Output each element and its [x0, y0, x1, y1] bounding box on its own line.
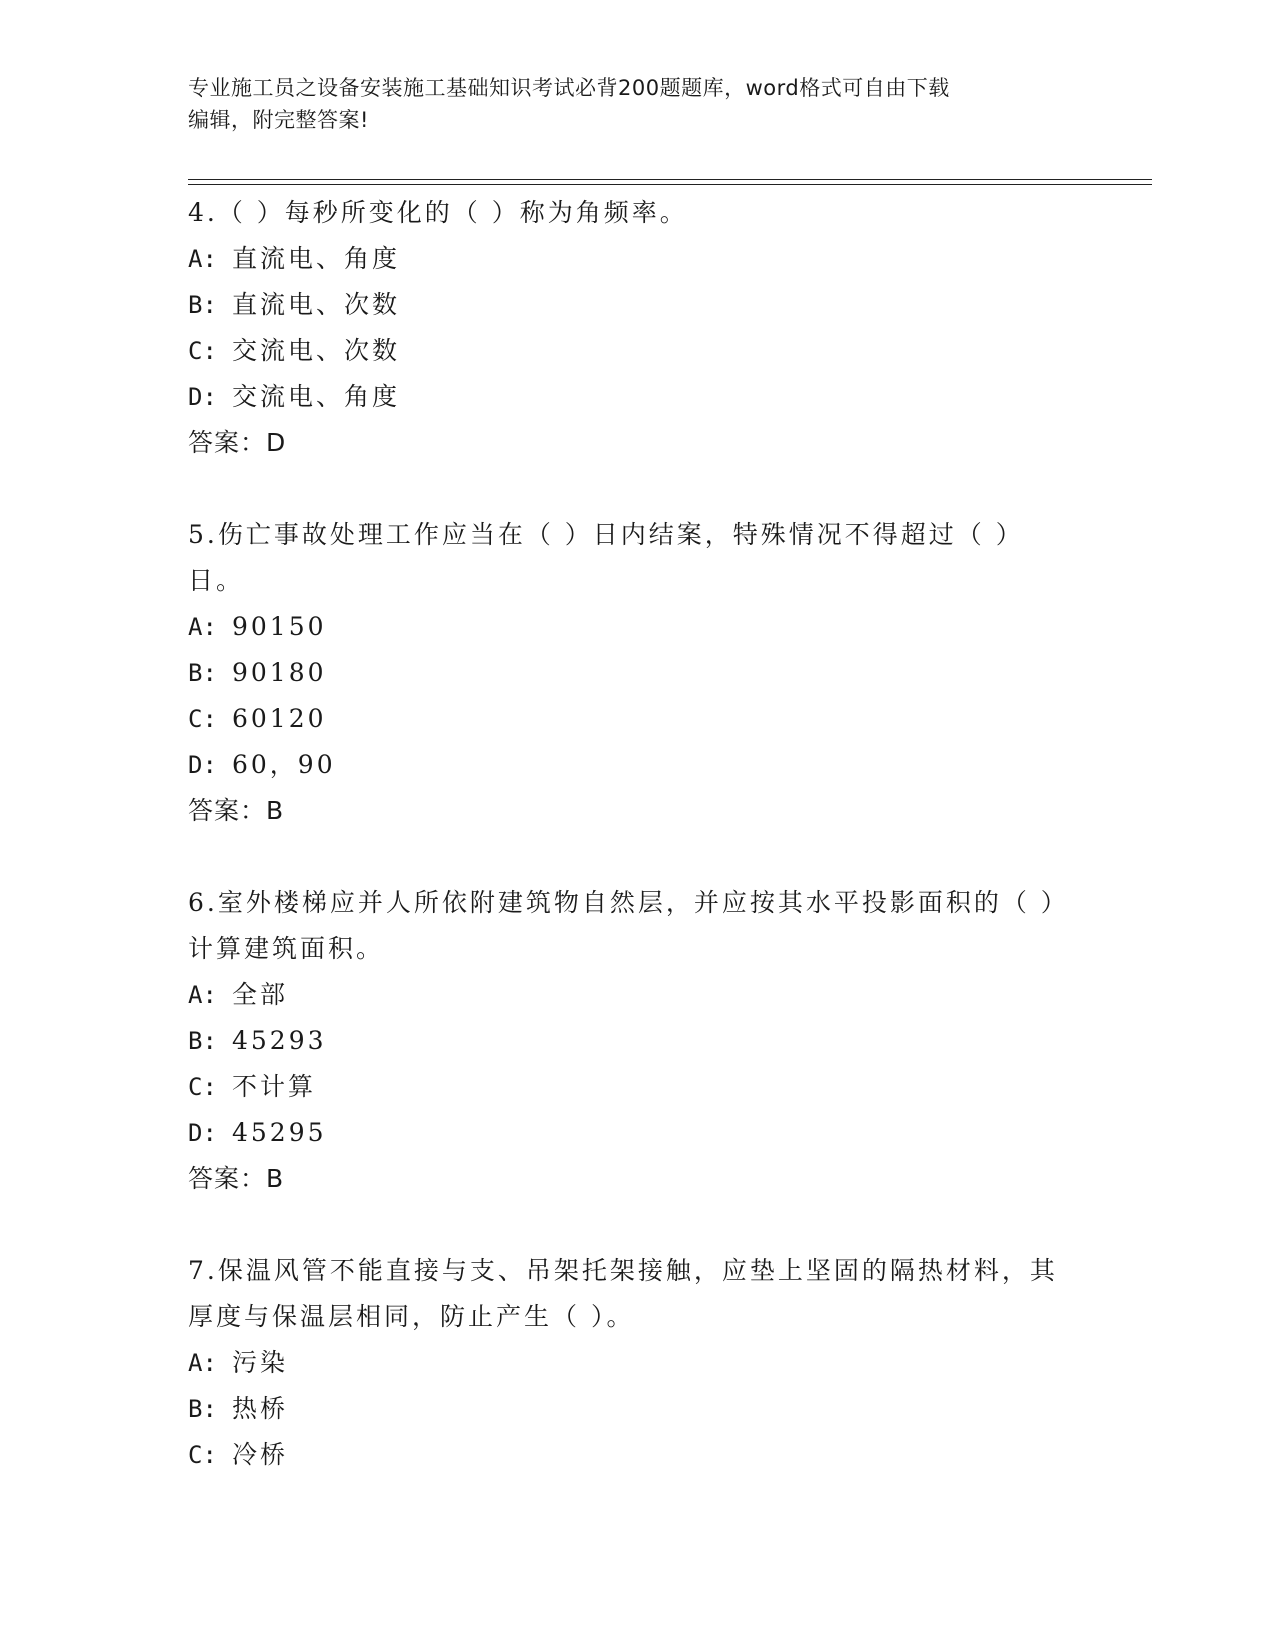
- option-text: 60，90: [232, 750, 336, 779]
- option-c: [188, 1064, 1068, 1110]
- option-text: 90180: [232, 658, 327, 687]
- option-letter: B:: [188, 1027, 217, 1055]
- question-stem: 6.室外楼梯应并人所依附建筑物自然层，并应按其水平投影面积的（ ）计算建筑面积。: [188, 888, 1057, 963]
- option-text: 不计算: [232, 1072, 317, 1101]
- answer: 答案：D: [188, 428, 287, 457]
- option-text: 45295: [232, 1118, 327, 1147]
- question-4: [188, 190, 1068, 466]
- option-letter: B:: [188, 659, 217, 687]
- option-b: [188, 650, 1068, 696]
- option-b: [188, 1386, 1068, 1432]
- header-divider-top: [188, 179, 1152, 180]
- option-text: 污染: [232, 1348, 289, 1377]
- answer: 答案：B: [188, 796, 285, 825]
- question-list: [188, 190, 1068, 1524]
- option-c: [188, 696, 1068, 742]
- option-b: [188, 282, 1068, 328]
- option-a: [188, 604, 1068, 650]
- option-letter: C:: [188, 1441, 217, 1469]
- option-letter: A:: [188, 613, 217, 641]
- option-a: [188, 236, 1068, 282]
- option-d: [188, 1110, 1068, 1156]
- option-d: [188, 374, 1068, 420]
- option-text: 冷桥: [232, 1440, 289, 1469]
- option-letter: C:: [188, 1073, 217, 1101]
- answer: 答案：B: [188, 1164, 285, 1193]
- option-c: [188, 1432, 1068, 1478]
- option-letter: A:: [188, 245, 217, 273]
- document-title-line-2: 编辑，附完整答案!: [188, 108, 369, 132]
- question-6: [188, 880, 1068, 1202]
- question-stem: 4.（ ）每秒所变化的（ ）称为角频率。: [188, 198, 688, 227]
- option-letter: D:: [188, 751, 217, 779]
- option-letter: A:: [188, 1349, 217, 1377]
- option-text: 60120: [232, 704, 327, 733]
- option-text: 热桥: [232, 1394, 289, 1423]
- document-title-line-1: 专业施工员之设备安装施工基础知识考试必背200题题库，word格式可自由下载: [188, 76, 950, 100]
- document-title: [188, 72, 1068, 136]
- option-text: 直流电、角度: [232, 244, 401, 273]
- option-text: 全部: [232, 980, 289, 1009]
- option-letter: B:: [188, 291, 217, 319]
- option-a: [188, 972, 1068, 1018]
- question-stem: 7.保温风管不能直接与支、吊架托架接触，应垫上坚固的隔热材料，其厚度与保温层相同，防止产生（ ）。: [188, 1256, 1058, 1331]
- option-letter: D:: [188, 1119, 217, 1147]
- question-7: [188, 1248, 1068, 1478]
- option-text: 交流电、次数: [232, 336, 401, 365]
- question-5: [188, 512, 1068, 834]
- option-letter: A:: [188, 981, 217, 1009]
- option-a: [188, 1340, 1068, 1386]
- question-stem: 5.伤亡事故处理工作应当在（ ）日内结案，特殊情况不得超过（ ）日。: [188, 520, 1024, 595]
- option-text: 直流电、次数: [232, 290, 401, 319]
- option-letter: B:: [188, 1395, 217, 1423]
- option-text: 90150: [232, 612, 327, 641]
- option-b: [188, 1018, 1068, 1064]
- option-letter: D:: [188, 383, 217, 411]
- option-c: [188, 328, 1068, 374]
- header-divider-bottom: [188, 184, 1152, 185]
- option-text: 45293: [232, 1026, 327, 1055]
- option-d: [188, 742, 1068, 788]
- option-letter: C:: [188, 337, 217, 365]
- option-letter: C:: [188, 705, 217, 733]
- option-text: 交流电、角度: [232, 382, 401, 411]
